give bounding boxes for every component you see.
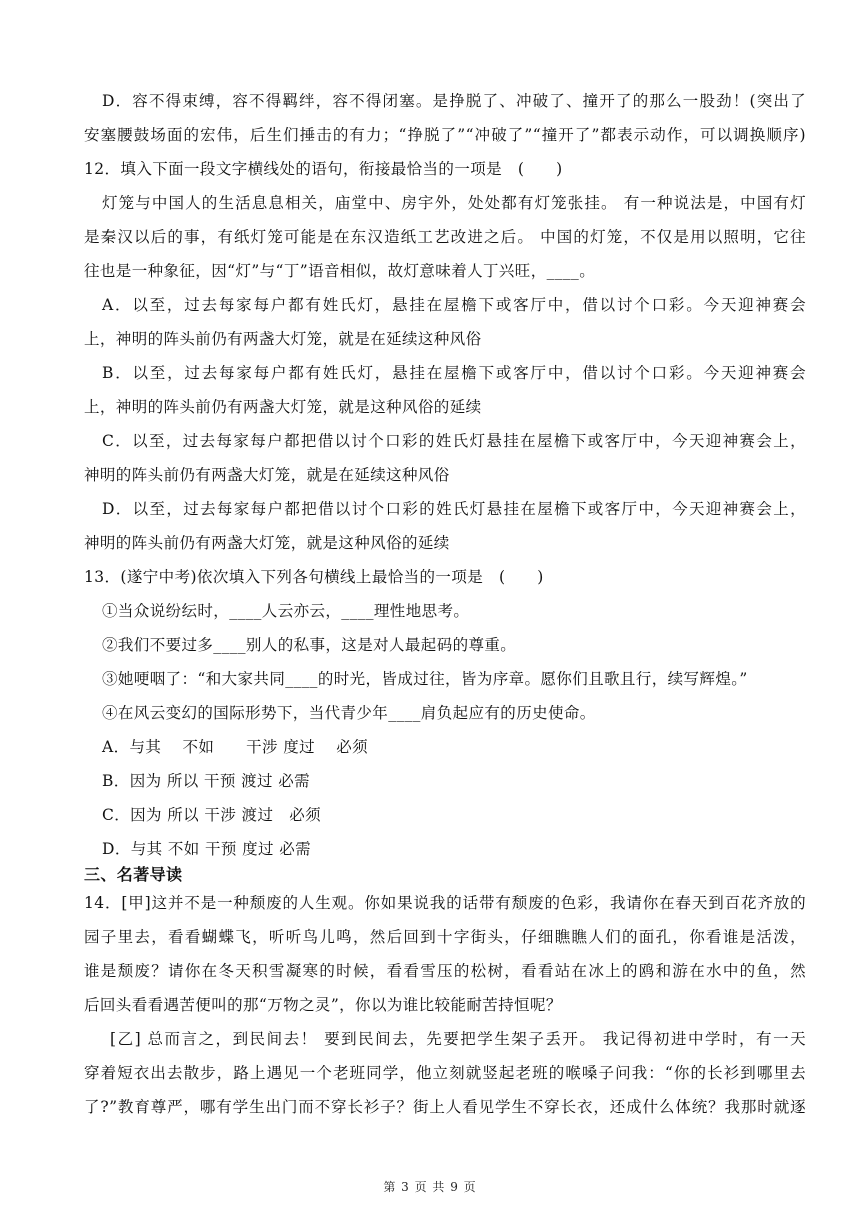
q12-option-c-line-1: C．以至，过去每家每户都把借以讨个口彩的姓氏灯悬挂在屋檐下或客厅中，今天迎神赛会上， (102, 432, 806, 450)
page-footer: 第 3 页 共 9 页 (383, 1180, 477, 1194)
q12-option-a-line-1: A．以至，过去每家每户都有姓氏灯，悬挂在屋檐下或客厅中，借以讨个口彩。今天迎神赛会 (102, 296, 806, 314)
q13-option-a: A．与其 不如 干涉 度过 必须 (102, 738, 369, 756)
q14-jia-line-3: 谁是颓废？请你在冬天积雪凝寒的时候，看看雪压的松树，看看站在冰上的鸥和游在水中的鱼，然 (84, 962, 806, 980)
q12-option-a-line-2: 上，神明的阵头前仍有两盏大灯笼，就是在延续这种风俗 (84, 330, 482, 348)
section-heading: 三、名著导读 (84, 865, 183, 884)
q12-option-d-line-2: 神明的阵头前仍有两盏大灯笼，就是这种风俗的延续 (84, 534, 450, 552)
q14-jia-line-4: 后回头看看遇苦便叫的那“万物之灵”，你以为谁比较能耐苦持恒呢？ (84, 996, 562, 1014)
q14-yi-line-2: 穿着短衣出去散步，路上遇见一个老班同学，他立刻就竖起老班的喉嗓子问我：“你的长衫到哪里去 (84, 1064, 806, 1082)
q12-option-c-line-2: 神明的阵头前仍有两盏大灯笼，就是在延续这种风俗 (84, 466, 450, 484)
q12-passage-line-1: 灯笼与中国人的生活息息相关，庙堂中、房宇外，处处都有灯笼张挂。 有一种说法是，中国有灯 (102, 194, 806, 212)
q13-sentence-1: ①当众说纷纭时，____人云亦云，____理性地思考。 (102, 602, 470, 620)
q12-option-b-line-2: 上，神明的阵头前仍有两盏大灯笼，就是这种风俗的延续 (84, 398, 482, 416)
option-d-line-2: 安塞腰鼓场面的宏伟，后生们捶击的有力；“挣脱了”“冲破了”“撞开了”都表示动作，可以调换顺序) (84, 126, 806, 144)
q14-jia-line-1: 14．[甲]这并不是一种颓废的人生观。你如果说我的话带有颓废的色彩，我请你在春天到百花齐放的 (84, 894, 806, 912)
q13-option-c: C．因为 所以 干涉 渡过 必须 (102, 806, 322, 824)
option-d-line-1: D．容不得束缚，容不得羁绊，容不得闭塞。是挣脱了、冲破了、撞开了的那么一股劲！(突出了 (102, 92, 806, 110)
q13-sentence-4: ④在风云变幻的国际形势下，当代青少年____肩负起应有的历史使命。 (102, 704, 596, 722)
q12-option-b-line-1: B．以至，过去每家每户都有姓氏灯，悬挂在屋檐下或客厅中，借以讨个口彩。今天迎神赛会 (102, 364, 806, 382)
q12-passage-line-3: 往也是一种象征，因“灯”与“丁”语音相似，故灯意味着人丁兴旺，____。 (84, 262, 596, 280)
question-12-stem: 12．填入下面一段文字横线处的语句，衔接最恰当的一项是 ( ) (84, 160, 563, 178)
q12-passage-line-2: 是秦汉以后的事，有纸灯笼可能是在东汉造纸工艺改进之后。 中国的灯笼，不仅是用以照明，它往 (84, 228, 806, 246)
q13-sentence-2: ②我们不要过多____别人的私事，这是对人最起码的尊重。 (102, 636, 517, 654)
q13-option-d: D．与其 不如 干预 度过 必需 (102, 840, 312, 858)
q14-jia-line-2: 园子里去，看看蝴蝶飞，听听鸟儿鸣，然后回到十字街头，仔细瞧瞧人们的面孔，你看谁是活泼， (84, 928, 806, 946)
q13-sentence-3: ③她哽咽了：“和大家共同____的时光，皆成过往，皆为序章。愿你们且歌且行，续写辉煌。” (102, 670, 748, 688)
q13-option-b: B．因为 所以 干预 渡过 必需 (102, 772, 310, 790)
q14-yi-line-1: [乙] 总而言之，到民间去！ 要到民间去，先要把学生架子丢开。 我记得初进中学时，有一天 (110, 1030, 806, 1048)
q12-option-d-line-1: D．以至，过去每家每户都把借以讨个口彩的姓氏灯悬挂在屋檐下或客厅中，今天迎神赛会上， (102, 500, 806, 518)
q14-yi-line-3: 了?”教育尊严，哪有学生出门而不穿长衫子？街上人看见学生不穿长衣，还成什么体统？我那时就逐 (84, 1098, 806, 1116)
question-13-stem: 13．(遂宁中考)依次填入下列各句横线上最恰当的一项是 ( ) (84, 568, 544, 586)
